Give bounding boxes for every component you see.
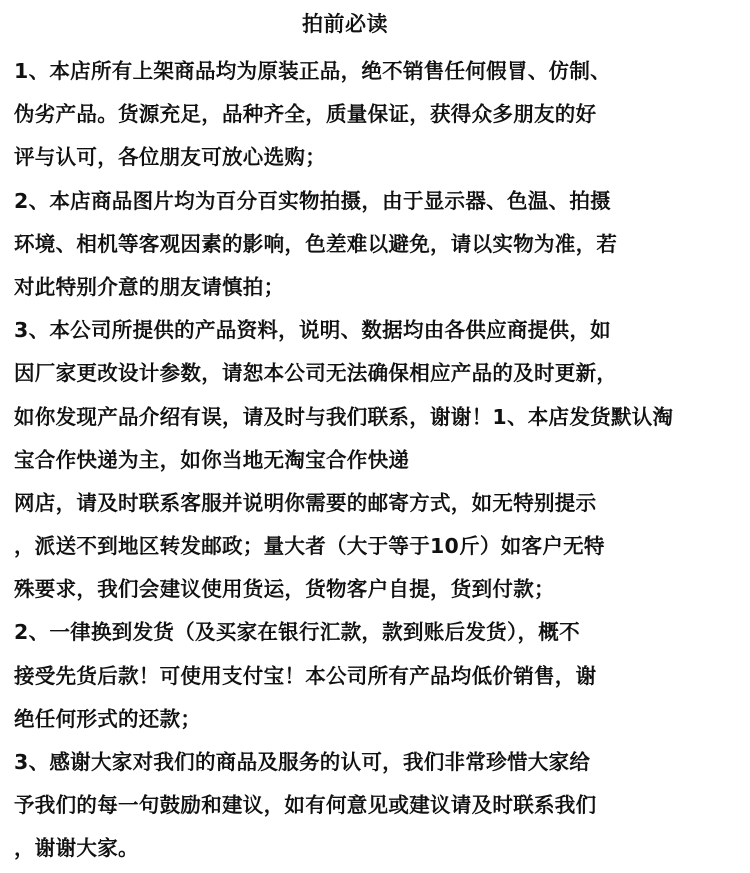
text-line: 2、本店商品图片均为百分百实物拍摄，由于显示器、色温、拍摄 [14,188,611,213]
text-line: 网店，请及时联系客服并说明你需要的邮寄方式，如无特别提示 [14,490,597,515]
text-line: 环境、相机等客观因素的影响，色差难以避免，请以实物为准，若 [14,231,618,256]
text-line: 伪劣产品。货源充足，品种齐全，质量保证，获得众多朋友的好 [14,102,597,127]
text-line: 2、一律换到发货（及买家在银行汇款，款到账后发货），概不 [14,620,580,645]
text-line: 评与认可，各位朋友可放心选购； [14,145,326,170]
text-line: 3、感谢大家对我们的商品及服务的认可，我们非常珍惜大家给 [14,750,591,774]
text-line: ，派送不到地区转发邮政；量大者（大于等于10斤）如客户无特 [14,534,605,559]
text-line: 予我们的每一句鼓励和建议，如有何意见或建议请及时联系我们 [14,793,597,818]
text-line: 1、本店所有上架商品均为原装正品，绝不销售任何假冒、仿制、 [14,59,611,83]
text-line: 接受先货后款！可使用支付宝！本公司所有产品均低价销售，谢 [14,663,597,688]
text-line: 3、本公司所提供的产品资料，说明、数据均由各供应商提供，如 [14,318,611,343]
text-line: 绝任何形式的还款； [14,706,202,731]
text-line: ，谢谢大家。 [14,836,139,861]
text-line: 宝合作快递为主，如你当地无淘宝合作快递 [14,447,410,472]
notice-body [14,52,750,873]
page-title: 拍前必读 [302,12,388,36]
text-line: 如你发现产品介绍有误，请及时与我们联系，谢谢！1、本店发货默认淘 [14,404,674,429]
text-line: 对此特别介意的朋友请慎拍； [14,274,285,299]
text-line: 因厂家更改设计参数，请恕本公司无法确保相应产品的及时更新， [14,361,618,386]
text-line: 殊要求，我们会建议使用货运，货物客户自提，货到付款； [14,577,555,602]
